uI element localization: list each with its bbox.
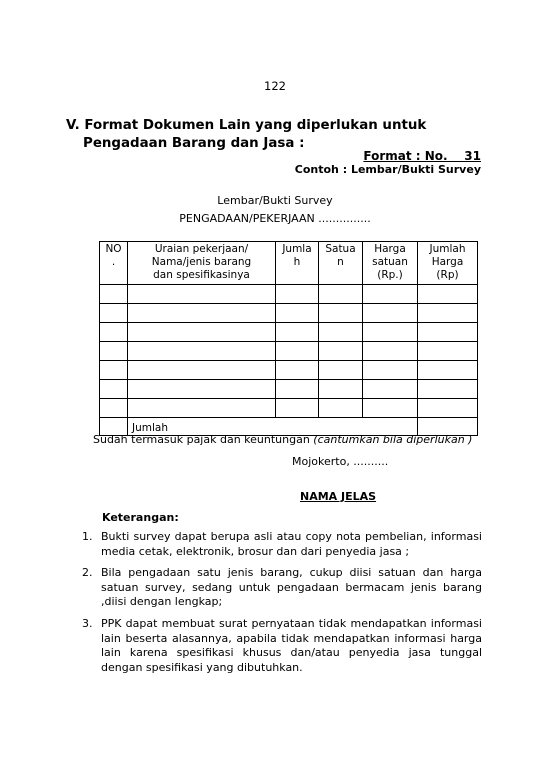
table-cell	[319, 304, 363, 323]
table-cell	[100, 380, 128, 399]
table-cell	[128, 304, 276, 323]
tax-note-italic: (cantumkan bila diperlukan )	[313, 433, 473, 446]
table-row	[100, 342, 478, 361]
table-cell	[276, 304, 319, 323]
table-cell	[319, 323, 363, 342]
table-cell	[100, 304, 128, 323]
table-cell	[363, 361, 418, 380]
notes-title: Keterangan:	[102, 511, 179, 524]
table-cell	[319, 380, 363, 399]
table-cell	[100, 285, 128, 304]
example-label: Contoh : Lembar/Bukti Survey	[294, 163, 481, 176]
table-cell	[363, 285, 418, 304]
table-row	[100, 285, 478, 304]
table-cell	[418, 342, 478, 361]
tax-note-text: Sudah termasuk pajak dan keuntungan	[93, 433, 314, 446]
list-item: 3. PPK dapat membuat surat pernyataan tidak mendapatkan informasi lain beserta alasannya, apabila tidak mendapatkan informasi harga lain karena spesifikasi khusus dan/atau penyedia jasa tunggal dengan spesifikasi yang dibutuhkan.	[82, 616, 482, 674]
tax-note	[93, 433, 472, 446]
total-label: Jumlah	[128, 418, 418, 436]
table-header-row	[100, 242, 478, 285]
table-cell	[100, 361, 128, 380]
section-title	[66, 117, 426, 153]
table-cell	[319, 285, 363, 304]
table-cell	[100, 323, 128, 342]
table-cell	[363, 399, 418, 418]
table-cell	[100, 399, 128, 418]
table-cell	[319, 342, 363, 361]
section-title-line-2: Pengadaan Barang dan Jasa :	[83, 136, 305, 151]
table-cell	[418, 380, 478, 399]
list-item: 1. Bukti survey dapat berupa asli atau copy nota pembelian, informasi media cetak, elektronik, brosur dan dari penyedia jasa ;	[82, 530, 482, 558]
table-cell	[418, 304, 478, 323]
place-date: Mojokerto, ..........	[292, 455, 389, 468]
table-row	[100, 304, 478, 323]
section-title-line-1: V. Format Dokumen Lain yang diperlukan untuk	[66, 118, 427, 133]
table-cell	[100, 342, 128, 361]
form-subtitle: PENGADAAN/PEKERJAAN ...............	[179, 212, 371, 225]
form-title: Lembar/Bukti Survey	[217, 194, 333, 207]
col-header-total-price: Jumlah Harga (Rp)	[418, 242, 478, 285]
table-cell	[128, 323, 276, 342]
table-cell	[319, 399, 363, 418]
table-cell	[128, 361, 276, 380]
table-cell	[128, 380, 276, 399]
table-cell	[276, 285, 319, 304]
table-row	[100, 361, 478, 380]
table-cell	[418, 285, 478, 304]
table-row	[100, 399, 478, 418]
table-cell	[363, 323, 418, 342]
table-cell	[276, 361, 319, 380]
format-number: Format : No. 31	[363, 149, 481, 163]
table-cell	[276, 323, 319, 342]
table-cell	[418, 399, 478, 418]
table-cell	[363, 342, 418, 361]
table-cell	[363, 380, 418, 399]
col-header-description: Uraian pekerjaan/ Nama/jenis barang dan spesifikasinya	[128, 242, 276, 285]
list-item: 2. Bila pengadaan satu jenis barang, cukup diisi satuan dan harga satuan survey, sedang untuk pengadaan bermacam jenis barang ,diisi dengan lengkap;	[82, 566, 482, 609]
table-row	[100, 323, 478, 342]
col-header-unit-price: Harga satuan (Rp.)	[363, 242, 418, 285]
table-cell	[418, 361, 478, 380]
page-number: 122	[264, 79, 286, 93]
table-cell	[319, 361, 363, 380]
col-header-quantity: Jumla h	[276, 242, 319, 285]
table-cell	[418, 323, 478, 342]
table-cell	[128, 342, 276, 361]
col-header-no: NO .	[100, 242, 128, 285]
table-cell	[128, 285, 276, 304]
table-cell	[363, 304, 418, 323]
col-header-unit: Satua n	[319, 242, 363, 285]
notes-list	[82, 530, 482, 682]
survey-table	[99, 241, 478, 436]
table-cell	[276, 342, 319, 361]
table-row	[100, 380, 478, 399]
table-cell	[128, 399, 276, 418]
signatory-name: NAMA JELAS	[300, 490, 377, 503]
table-cell	[276, 399, 319, 418]
table-cell	[276, 380, 319, 399]
